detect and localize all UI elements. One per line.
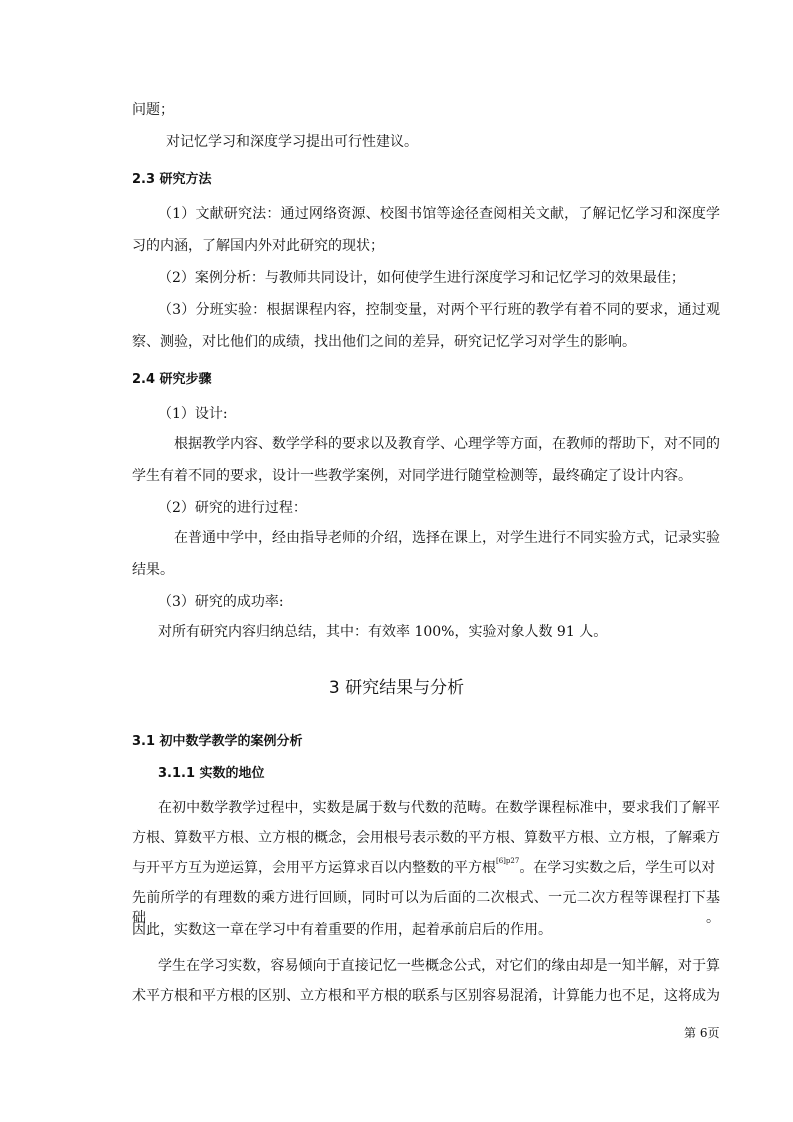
text-line: 在普通中学中，经由指导老师的介绍，选择在课上，对学生进行不同实验方式，记录实验 xyxy=(174,530,720,546)
text-line: 先前所学的有理数的乘方进行回顾，同时可以为后面的二次根式、一元二次方程等课程打下基础。 xyxy=(132,890,720,926)
section-heading-2-4: 2.4 研究步骤 xyxy=(132,372,212,387)
section-heading-2-3: 2.3 研究方法 xyxy=(132,172,212,187)
text-line: （1）设计: xyxy=(158,406,228,422)
text-line: （3）分班实验：根据课程内容，控制变量，对两个平行班的教学有着不同的要求，通过观 xyxy=(158,302,720,318)
citation-superscript: [6]p27 xyxy=(496,857,520,865)
section-heading-3-1: 3.1 初中数学教学的案例分析 xyxy=(132,734,303,749)
text-line: （2）案例分析：与教师共同设计，如何使学生进行深度学习和记忆学习的效果最佳； xyxy=(158,270,685,286)
text-line: 学生有着不同的要求，设计一些教学案例，对同学进行随堂检测等，最终确定了设计内容。 xyxy=(132,468,692,484)
text-line: 术平方根和平方根的区别、立方根和平方根的联系与区别容易混淆，计算能力也不足，这将成为 xyxy=(132,988,720,1004)
text-line: 习的内涵，了解国内外对此研究的现状； xyxy=(132,238,384,254)
text-line: 学生在学习实数，容易倾向于直接记忆一些概念公式，对它们的缘由却是一知半解，对于算 xyxy=(158,958,720,974)
text-line: （2）研究的进行过程： xyxy=(158,500,307,516)
text-line: 察、测验，对比他们的成绩，找出他们之间的差异，研究记忆学习对学生的影响。 xyxy=(132,334,636,350)
text-line: 对记忆学习和深度学习提出可行性建议。 xyxy=(166,134,418,150)
text-line: 方根、算数平方根、立方根的概念，会用根号表示数的平方根、算数平方根、立方根，了解乘方 xyxy=(132,830,720,846)
text-line: 根据教学内容、数学学科的要求以及教育学、心理学等方面，在教师的帮助下，对不同的 xyxy=(174,436,720,452)
text-line: 结果。 xyxy=(132,562,174,578)
text-span: 与开平方互为逆运算，会用平方运算求百以内整数的平方根 xyxy=(132,860,496,876)
text-line: 对所有研究内容归纳总结，其中：有效率 100%，实验对象人数 91 人。 xyxy=(158,624,608,640)
subsection-heading-3-1-1: 3.1.1 实数的地位 xyxy=(158,766,265,781)
text-line xyxy=(132,858,715,878)
page-number: 第 6页 xyxy=(684,1026,720,1040)
text-line: 因此，实数这一章在学习中有着重要的作用，起着承前启后的作用。 xyxy=(132,922,552,938)
text-span: 。在学习实数之后，学生可以对 xyxy=(519,860,716,876)
text-line: 在初中数学教学过程中，实数是属于数与代数的范畴。在数学课程标准中，要求我们了解平 xyxy=(158,800,720,816)
text-line: （3）研究的成功率: xyxy=(158,594,284,610)
chapter-title: 3 研究结果与分析 xyxy=(328,678,465,698)
text-line: （1）文献研究法：通过网络资源、校图书馆等途径查阅相关文献，了解记忆学习和深度学 xyxy=(158,206,720,222)
text-line: 问题； xyxy=(132,102,174,118)
